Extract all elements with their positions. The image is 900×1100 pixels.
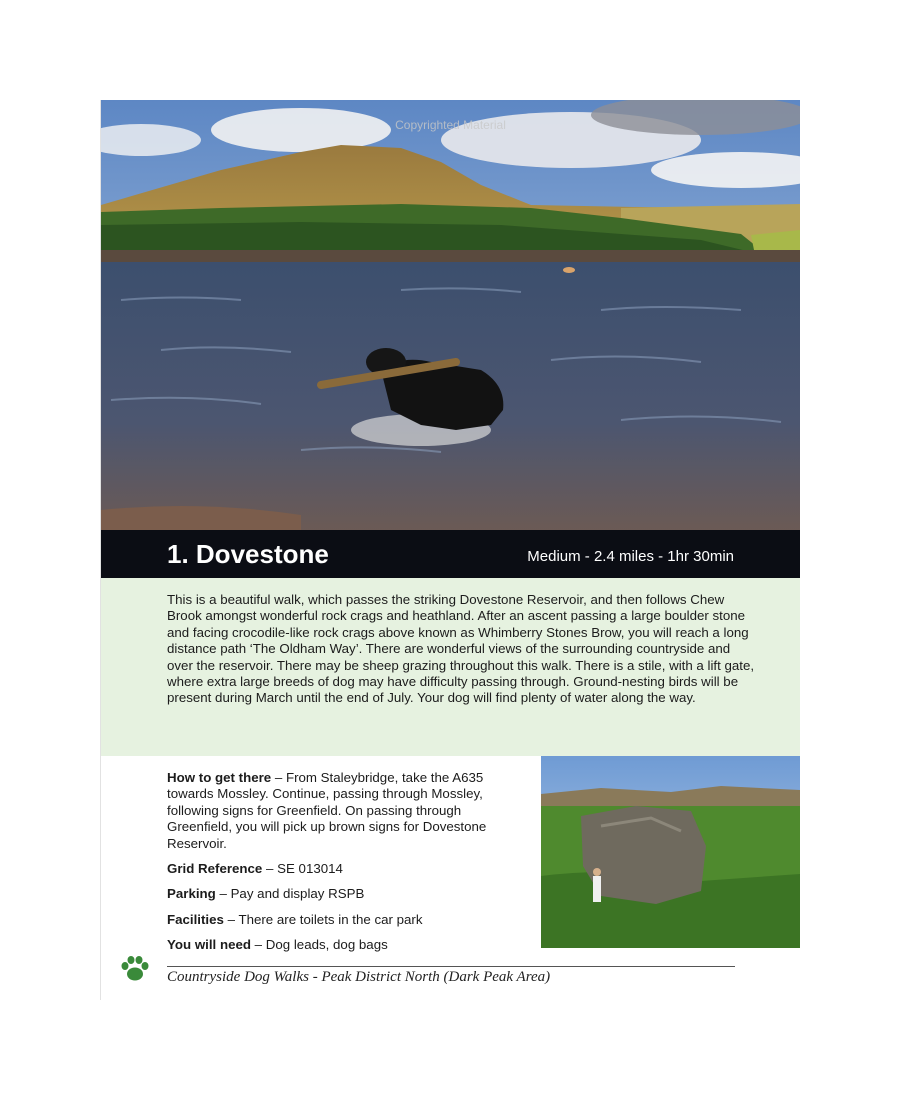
- how-text: – From Staleybridge, take the A635 towards Mossley. Continue, passing through Mossley, following signs for Greenfield. On passing through Greenfield, you will pick up brown signs for Dovestone Reservoir.: [167, 770, 487, 851]
- walk-title: 1. Dovestone: [167, 539, 329, 569]
- paw-print-icon: [119, 955, 151, 988]
- boulder-photo: [541, 756, 800, 948]
- parking-text: – Pay and display RSPB: [215, 886, 365, 902]
- intro-band: [101, 578, 800, 756]
- need-text: – Dog leads, dog bags: [250, 937, 388, 953]
- you-will-need: [167, 937, 507, 953]
- parking: [167, 886, 507, 902]
- footer-title: Countryside Dog Walks - Peak District North (Dark Peak Area): [167, 969, 551, 985]
- hero-photo: [101, 100, 800, 530]
- book-page: [100, 100, 800, 1000]
- walk-title-bar: [101, 530, 800, 578]
- watermark-text: Copyrighted Material: [395, 118, 506, 132]
- footer-rule: [167, 966, 735, 967]
- grid-text: – SE 013014: [262, 861, 343, 877]
- how-label: How to get there: [167, 770, 272, 785]
- facilities: [167, 912, 507, 928]
- facilities-text: – There are toilets in the car park: [223, 911, 423, 927]
- how-to-get-there: [167, 770, 507, 852]
- parking-label: Parking: [167, 886, 216, 902]
- walk-info: [167, 770, 507, 963]
- intro-paragraph: This is a beautiful walk, which passes the striking Dovestone Reservoir, and then follows Chew Brook amongst wonderful rock crags and heathland. After an ascent passing a large boulder stone and facing crocodile-like rock crags above known as Whimberry Stones Brow, you will reach a long distance path ‘The Oldham Way’. There are wonderful views of the surrounding countryside and over the reservoir. There may be sheep grazing throughout this walk. There is a stile, with a lift gate, where extra large breeds of dog may have difficulty passing through. Ground-nesting birds will be present during March until the end of July. Your dog will find plenty of water along the way.: [167, 592, 755, 706]
- grid-label: Grid Reference: [167, 861, 263, 877]
- walk-meta: Medium - 2.4 miles - 1hr 30min: [527, 548, 734, 565]
- facilities-label: Facilities: [167, 911, 224, 927]
- grid-reference: [167, 861, 507, 877]
- need-label: You will need: [167, 937, 251, 953]
